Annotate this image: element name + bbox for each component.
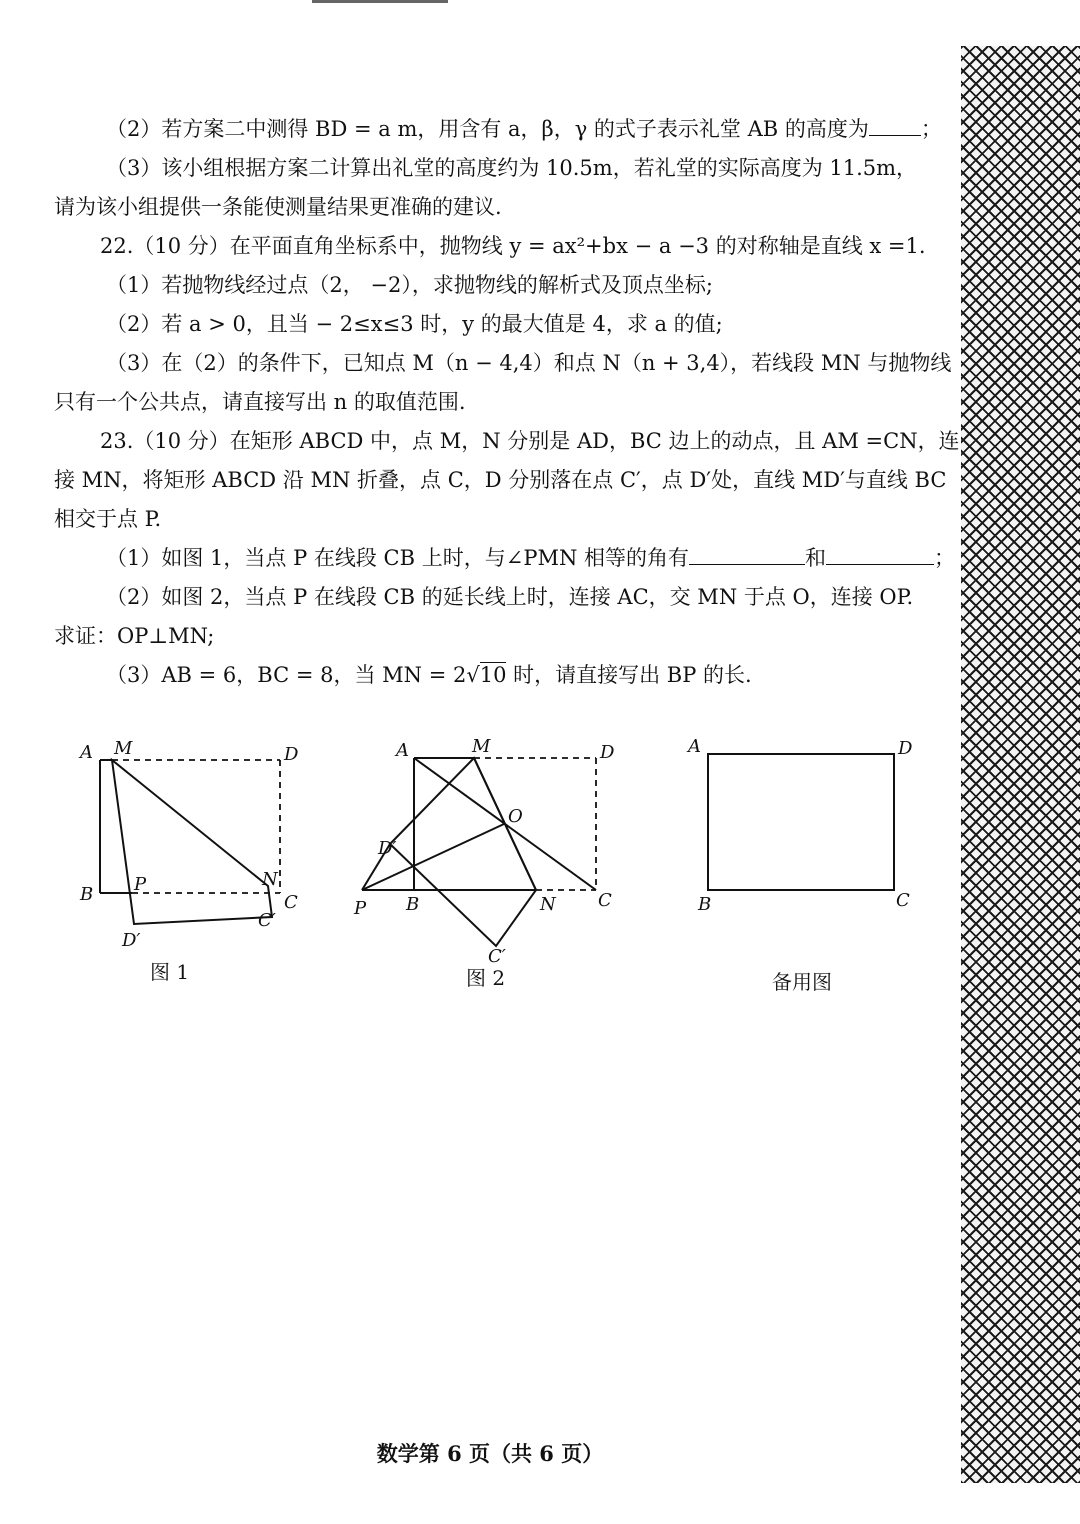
folded-quad	[390, 758, 536, 946]
q22-part2: （2）若 a > 0，且当 − 2≤x≤3 时，y 的最大值是 4，求 a 的值;	[106, 312, 723, 336]
label-B: B	[698, 894, 712, 915]
label-A: A	[396, 740, 409, 761]
label-P: P	[134, 874, 147, 895]
label-A: A	[688, 736, 701, 757]
answer-blank-2[interactable]	[826, 540, 934, 565]
q23-part1-text: （1）如图 1，当点 P 在线段 CB 上时，与∠PMN 相等的角有	[106, 546, 690, 570]
q23-part3-text: （3）AB = 6，BC = 8，当 MN = 2	[106, 663, 467, 687]
q23-part3-end: 时，请直接写出 BP 的长.	[506, 663, 752, 687]
label-C-prime: C′	[488, 946, 506, 967]
folded-quad	[112, 760, 272, 924]
rectangle-ABCD	[708, 754, 894, 890]
page-footer: 数学第 6 页（共 6 页）	[376, 1441, 604, 1466]
sqrt-symbol: √	[466, 663, 480, 687]
label-P: P	[354, 898, 367, 919]
figure-1-caption: 图 1	[150, 960, 190, 984]
figure-2	[350, 730, 630, 968]
figure-1	[70, 730, 310, 955]
label-C: C	[284, 892, 298, 913]
exam-text	[54, 110, 960, 695]
label-B: B	[406, 894, 420, 915]
q23-stem-line3: 相交于点 P.	[54, 507, 162, 531]
q23-part1-end: ；	[934, 546, 956, 570]
q23-part1	[54, 539, 956, 578]
q23-stem-line2: 接 MN，将矩形 ABCD 沿 MN 折叠，点 C，D 分别落在点 C′，点 D′处，直线 MD′与直线 BC	[54, 468, 947, 492]
label-B: B	[80, 884, 94, 905]
q23-part1-and: 和	[805, 546, 827, 570]
sqrt-radicand: 10	[479, 663, 507, 687]
figure-2-caption: 图 2	[466, 966, 506, 990]
binding-margin-hatch	[961, 46, 1080, 1483]
figure-backup-caption: 备用图	[772, 970, 832, 994]
q21-part3-line2: 请为该小组提供一条能使测量结果更准确的建议.	[54, 195, 502, 219]
q22-part1: （1）若抛物线经过点（2， −2），求抛物线的解析式及顶点坐标;	[106, 273, 713, 297]
label-D-prime: D′	[378, 838, 397, 859]
label-C: C	[896, 890, 910, 911]
label-C: C	[598, 890, 612, 911]
q22-part3-line2: 只有一个公共点，请直接写出 n 的取值范围.	[54, 390, 466, 414]
label-D: D	[600, 742, 615, 763]
answer-blank[interactable]	[869, 111, 921, 136]
label-C-prime: C′	[258, 910, 276, 931]
q21-part2-text: （2）若方案二中测得 BD = a m，用含有 a，β，γ 的式子表示礼堂 AB 的高度为	[106, 117, 869, 141]
answer-blank-1[interactable]	[689, 540, 805, 565]
label-M: M	[114, 738, 133, 759]
q22-part3-line1: （3）在（2）的条件下，已知点 M（n − 4,4）和点 N（n + 3,4），若线段 MN 与抛物线	[106, 351, 952, 375]
q23-part3	[54, 656, 944, 695]
label-N: N	[262, 869, 278, 890]
q21-part2	[54, 110, 944, 149]
label-D: D	[284, 744, 299, 765]
q23-part2-line1: （2）如图 2，当点 P 在线段 CB 的延长线上时，连接 AC，交 MN 于点 O，连接 OP.	[106, 585, 914, 609]
q23-stem-line1: 23.（10 分）在矩形 ABCD 中，点 M，N 分别是 AD，BC 边上的动点，且 AM =CN，连	[100, 429, 960, 453]
q21-part2-end: ；	[920, 117, 942, 141]
figure-backup	[680, 730, 930, 920]
label-D: D	[898, 738, 913, 759]
q22-stem: 22.（10 分）在平面直角坐标系中，抛物线 y = ax²+bx − a −3 的对称轴是直线 x =1.	[100, 234, 926, 258]
top-edge-mark	[312, 0, 448, 3]
label-O: O	[508, 806, 523, 827]
label-D-prime: D′	[122, 930, 141, 951]
q21-part3-line1: （3）该小组根据方案二计算出礼堂的高度约为 10.5m，若礼堂的实际高度为 11.5m，	[106, 156, 918, 180]
label-A: A	[80, 742, 93, 763]
label-M: M	[472, 736, 491, 757]
q23-part2-line2: 求证：OP⊥MN;	[54, 624, 215, 648]
label-N: N	[540, 894, 556, 915]
